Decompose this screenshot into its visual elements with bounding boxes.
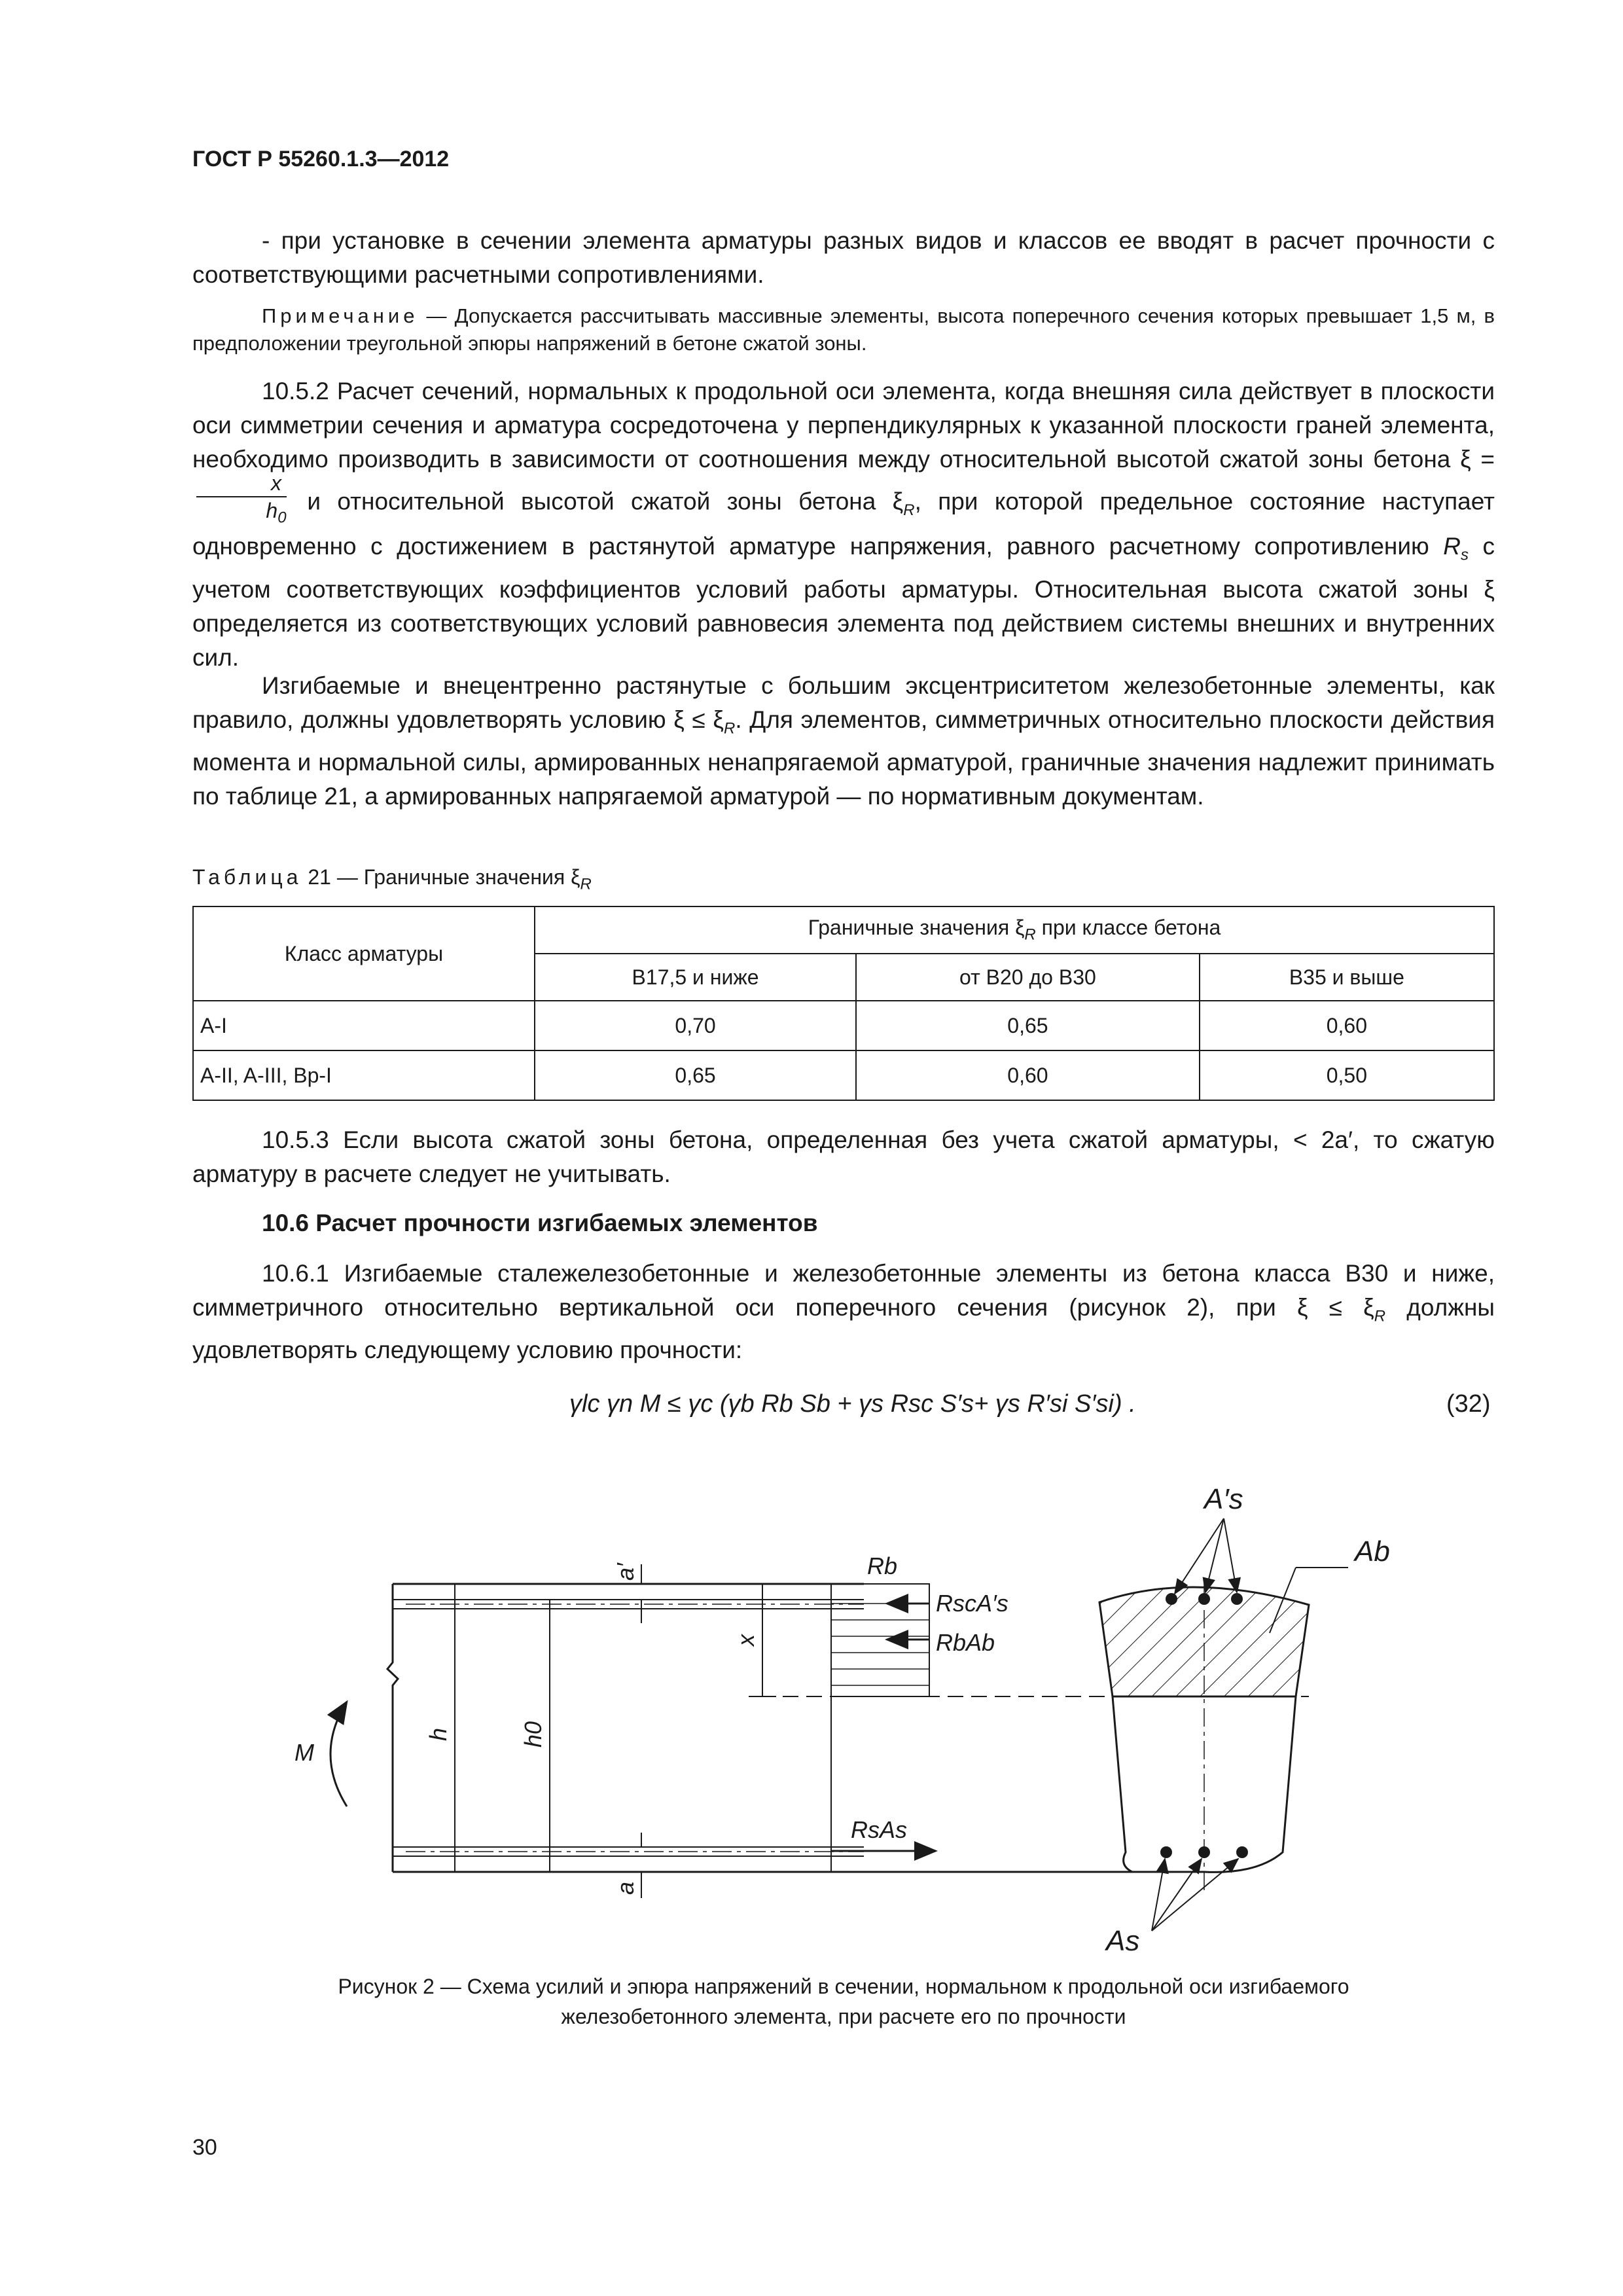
row-value: 0,50: [1200, 1050, 1494, 1100]
label-RbAb: RbAb: [936, 1629, 995, 1656]
formula-32: γlc γn M ≤ γc (γb Rb Sb + γs Rsc S′s+ γs R′si S′si) .: [569, 1390, 1136, 1418]
stress-diagram: [831, 1584, 936, 1851]
group-header: [535, 906, 1494, 954]
paragraph-10-6-1: [192, 1257, 1495, 1367]
table-caption-text: 21 — Граничные значения ξ: [302, 865, 580, 889]
table-caption-label: Таблица: [192, 865, 302, 889]
section-heading-10-6: 10.6 Расчет прочности изгибаемых элементов: [262, 1210, 818, 1236]
paragraph-10-5-2: [192, 374, 1495, 675]
label-M: M: [294, 1739, 314, 1766]
fraction-denominator: [196, 497, 287, 526]
paragraph-10-5-3: 10.5.3 Если высота сжатой зоны бетона, определенная без учета сжатой арматуры, < 2a′, то сжатую арматуру в расчете следует не учитывать.: [192, 1126, 1495, 1187]
p1052-text-1: 10.5.2 Расчет сечений, нормальных к продольной оси элемента, когда внешняя сила действует в плоскости оси симметрии сечения и арматура сосредоточена у перпендикулярных к указанной плоскости граней элемента, необходимо производить в зависимости от соотношения между относительной высотой сжатой зоны бетона ξ =: [192, 378, 1495, 473]
page-number: 30: [192, 2135, 217, 2160]
subheader-b17: B17,5 и ниже: [535, 954, 856, 1001]
note-label: Примечание: [262, 304, 419, 327]
p1061-text-2: должны удовлетворять следующему условию прочности:: [192, 1294, 1495, 1364]
label-As-bottom: As: [1106, 1925, 1140, 1957]
bending-xi-R-sub: R: [724, 719, 736, 738]
group-header-tail: при классе бетона: [1035, 916, 1221, 940]
paragraph-bending-elements: [192, 669, 1495, 814]
xi-fraction: [196, 473, 287, 526]
figure-2-caption: [192, 1971, 1495, 2032]
row-value: 0,65: [856, 1001, 1200, 1050]
label-a-prime: a′: [612, 1563, 639, 1581]
group-header-sub: R: [1024, 925, 1036, 944]
label-h: h: [425, 1727, 452, 1741]
bending-text-2: . Для элементов, симметричных относительно плоскости действия момента и нормальной силы, армированных ненапрягаемой арматурой, граничные значения надлежит принимать по таблице 21, а армированных напрягаемой арматурой — по нормативным документам.: [192, 706, 1495, 810]
row-value: 0,60: [856, 1050, 1200, 1100]
col-header-class: Класс арматуры: [193, 906, 535, 1001]
label-h0: h0: [520, 1721, 546, 1748]
xi-R-sub: R: [903, 501, 915, 519]
subheader-b35: B35 и выше: [1200, 954, 1494, 1001]
label-RsAs: RsAs: [851, 1816, 908, 1843]
row-value: 0,70: [535, 1001, 856, 1050]
label-As-top: A′s: [1204, 1483, 1243, 1515]
row-value: 0,65: [535, 1050, 856, 1100]
table-21-caption: [192, 865, 592, 893]
row-value: 0,60: [1200, 1001, 1494, 1050]
fraction-numerator: x: [196, 473, 287, 497]
table-21: [192, 906, 1495, 1101]
formula-number: (32): [1446, 1390, 1491, 1418]
document-code-header: ГОСТ Р 55260.1.3—2012: [192, 147, 450, 171]
row-class: A-I: [193, 1001, 535, 1050]
note-text: — Допускается рассчитывать массивные элементы, высота поперечного сечения которых превышает 1,5 м, в предположении треугольной эпюры напряжений в бетоне сжатой зоны.: [192, 304, 1495, 355]
Rs-symbol: R: [1443, 533, 1461, 560]
p1052-text-4: с учетом соответствующих коэффициентов условий работы арматуры. Относительная высота сжатой зоны ξ определяется из соответствующих условий равновесия элемента под действием системы внешних и внутренних сил.: [192, 533, 1495, 671]
table-caption-sub: R: [580, 875, 592, 893]
bending-text-1: Изгибаемые и внецентренно растянутые с большим эксцентриситетом железобетонные элементы, как правило, должны удовлетворять условию ξ ≤ ξ: [192, 672, 1495, 733]
group-header-text: Граничные значения ξ: [808, 916, 1025, 940]
moment-arrow: [330, 1702, 347, 1806]
note-paragraph: [192, 302, 1495, 357]
fraction-den-h: h: [266, 499, 278, 522]
label-a: a: [612, 1881, 639, 1895]
p1061-xi-R-sub: R: [1374, 1307, 1386, 1325]
cross-section: [1099, 1518, 1348, 1931]
p1052-text-2: и относительной высотой сжатой зоны бетона ξ: [291, 488, 904, 515]
figure-2-diagram: [275, 1466, 1440, 1964]
table-row: [193, 1050, 1494, 1100]
table-row: [193, 1001, 1494, 1050]
row-class: A-II, A-III, Bp-I: [193, 1050, 535, 1100]
figure-caption-line-1: Рисунок 2 — Схема усилий и эпюра напряжений в сечении, нормальном к продольной оси изгибаемого: [338, 1975, 1349, 1998]
figure-caption-line-2: железобетонного элемента, при расчете его по прочности: [561, 2005, 1126, 2028]
label-Ab: Ab: [1355, 1535, 1390, 1568]
p1061-text-1: 10.6.1 Изгибаемые сталежелезобетонные и железобетонные элементы из бетона класса B30 и ниже, симметричного относительно вертикальной оси поперечного сечения (рисунок 2), при ξ ≤ ξ: [192, 1260, 1495, 1321]
intro-bullet: - при установке в сечении элемента арматуры разных видов и классов ее вводят в расчет прочности с соответствующими расчетными сопротивлениями.: [192, 227, 1495, 288]
dimension-lines: [455, 1564, 776, 1898]
label-RscAs: RscA′s: [936, 1590, 1008, 1617]
label-x: x: [732, 1634, 759, 1646]
label-Rb: Rb: [867, 1552, 898, 1579]
fraction-den-sub: 0: [277, 509, 287, 527]
subheader-b20-b30: от B20 до B30: [856, 954, 1200, 1001]
Rs-sub: s: [1461, 546, 1469, 564]
p1052-text-3: , при которой предельное состояние наступает одновременно с достижением в растянутой арматуре напряжения, равного расчетному сопротивлению: [192, 488, 1495, 560]
